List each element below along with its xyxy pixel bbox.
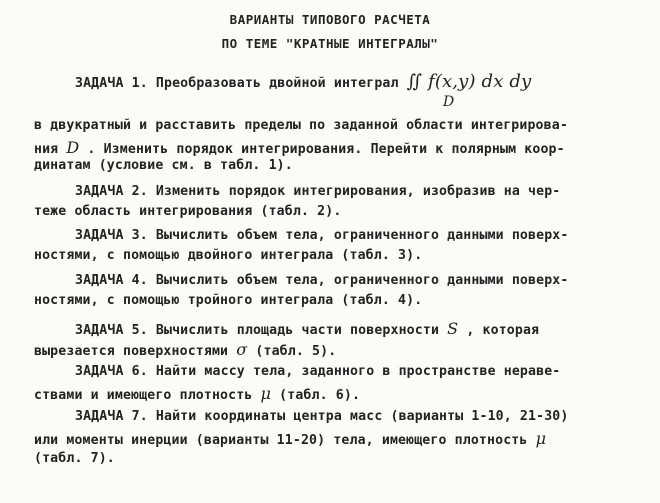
task7-line-1: ЗАДАЧА 7. Найти координаты центра масс (варианты 1-10, 21-30): [75, 409, 569, 424]
task7-density-symbol: μ: [535, 429, 547, 448]
task6-line-1: ЗАДАЧА 6. Найти массу тела, заданного в пространстве нераве-: [75, 364, 561, 379]
task4-line-1: ЗАДАЧА 4. Вычислить объем тела, ограниченного данными поверх-: [75, 273, 569, 288]
task1-line-2: в двукратный и расставить пределы по заданной области интегрирова-: [34, 118, 568, 133]
task2-line-2: теже область интегрирования (табл. 2).: [34, 204, 342, 219]
task6-density-symbol: μ: [260, 384, 272, 403]
task5-line-2: [34, 340, 336, 359]
task5-surface-symbol: S: [447, 319, 459, 338]
task6-line-2-a: ствами и имеющего плотность: [34, 388, 261, 403]
task1-line-3-a: ния: [34, 142, 67, 157]
task1-domain-symbol: D: [66, 138, 80, 157]
title-line-1: ВАРИАНТЫ ТИПОВОГО РАСЧЕТА: [229, 12, 431, 27]
task1-integral: ∬ f(x,y) dx dy: [406, 71, 532, 92]
task1-line-1: [75, 71, 531, 92]
task7-line-3: (табл. 7).: [34, 451, 115, 466]
task7-line-2: [34, 429, 546, 448]
task5-line-1: [75, 319, 539, 338]
task1-integral-domain: D: [443, 94, 455, 110]
task3-line-2: ностями, с помощью двойного интеграла (табл. 3).: [34, 248, 423, 263]
task7-line-2-a: или моменты инерции (варианты 11-20) тела, имеющего плотность: [34, 433, 536, 448]
task5-line-1-b: , которая: [458, 323, 540, 338]
title-line-2: ПО ТЕМЕ "КРАТНЫЕ ИНТЕГРАЛЫ": [221, 36, 439, 51]
task6-line-2-b: (табл. 6).: [271, 388, 361, 403]
task1-line-4: динатам (условие см. в табл. 1).: [34, 158, 293, 173]
task4-line-2: ностями, с помощью тройного интеграла (табл. 4).: [34, 293, 423, 308]
task1-text: ЗАДАЧА 1. Преобразовать двойной интеграл: [75, 76, 407, 91]
task6-line-2: [34, 384, 360, 403]
task5-line-1-a: ЗАДАЧА 5. Вычислить площадь части поверхности: [75, 323, 448, 338]
task1-line-3-b: . Изменить порядок интегрирования. Перейти к полярным коор-: [79, 142, 565, 157]
task2-line-1: ЗАДАЧА 2. Изменить порядок интегрирования, изобразив на чер-: [75, 184, 561, 199]
task5-line-2-b: (табл. 5).: [247, 344, 337, 359]
task3-line-1: ЗАДАЧА 3. Вычислить объем тела, ограниченного данными поверх-: [75, 228, 569, 243]
task5-sigma-symbol: σ: [236, 340, 248, 359]
task1-line-3: [34, 138, 565, 157]
task5-line-2-a: вырезается поверхностями: [34, 344, 237, 359]
